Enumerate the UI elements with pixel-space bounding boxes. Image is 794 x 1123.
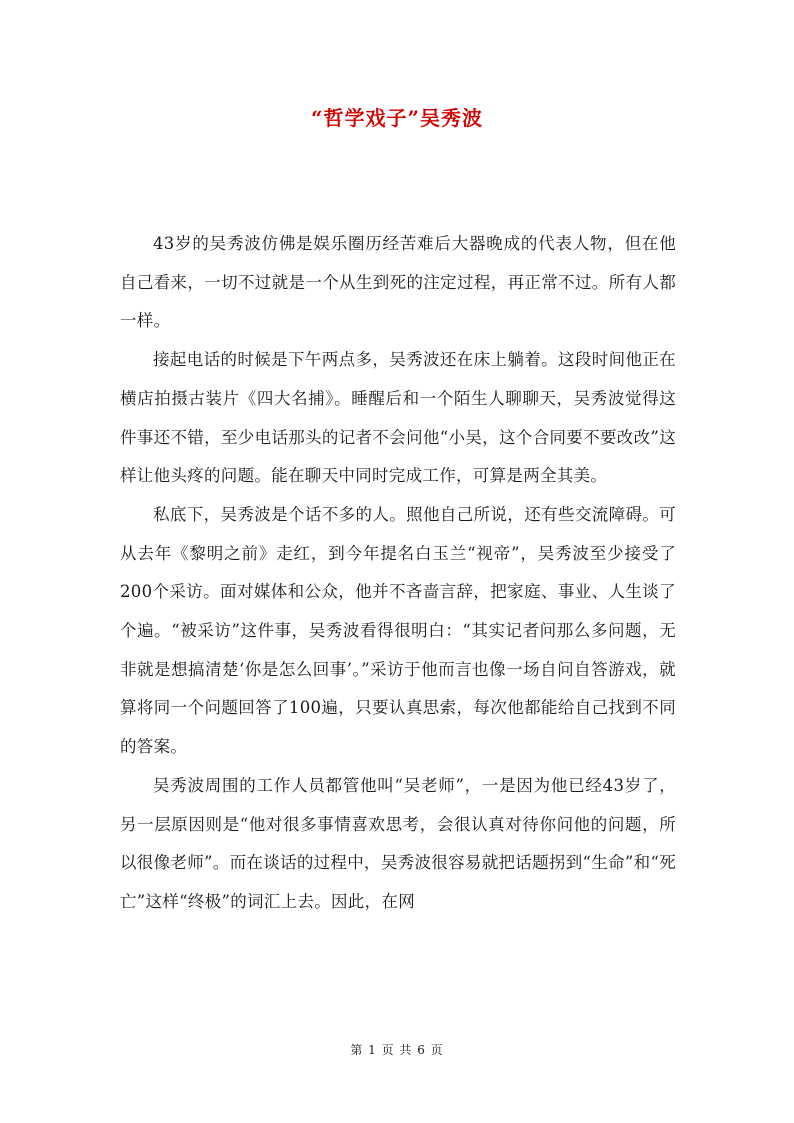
paragraph-1: 43岁的吴秀波仿佛是娱乐圈历经苦难后大器晚成的代表人物，但在他自己看来，一切不过就是一个从生到死的注定过程，再正常不过。所有人都一样。 — [120, 234, 676, 331]
document-title: “哲学戏子”吴秀波 — [310, 106, 483, 130]
paragraph-3: 私底下，吴秀波是个话不多的人。照他自己所说，还有些交流障碍。可从去年《黎明之前》走红，到今年提名白玉兰“视帝”，吴秀波至少接受了200个采访。面对媒体和公众，他并不吝啬言辞，把家庭、事业、人生谈了个遍。“被采访”这件事，吴秀波看得很明白：“其实记者问那么多问题，无非就是想搞清楚‘你是怎么回事’。”采访于他而言也像一场自问自答游戏，就算将同一个问题回答了100遍，只要认真思索，每次他都能给自己找到不同的答案。 — [120, 504, 676, 757]
paragraph-2: 接起电话的时候是下午两点多，吴秀波还在床上躺着。这段时间他正在横店拍摄古装片《四大名捕》。睡醒后和一个陌生人聊聊天，吴秀波觉得这件事还不错，至少电话那头的记者不会问他“小吴，这个合同要不要改改”这样让他头疼的问题。能在聊天中同时完成工作，可算是两全其美。 — [120, 350, 676, 486]
paragraph-4: 吴秀波周围的工作人员都管他叫“吴老师”，一是因为他已经43岁了，另一层原因则是“他对很多事情喜欢思考，会很认真对待你问他的问题，所以很像老师”。而在谈话的过程中，吴秀波很容易就把话题拐到“生命”和“死亡”这样“终极”的词汇上去。因此，在网 — [120, 775, 676, 911]
document-body — [120, 225, 676, 922]
page-number-footer: 第 1 页 共 6 页 — [350, 1043, 444, 1057]
